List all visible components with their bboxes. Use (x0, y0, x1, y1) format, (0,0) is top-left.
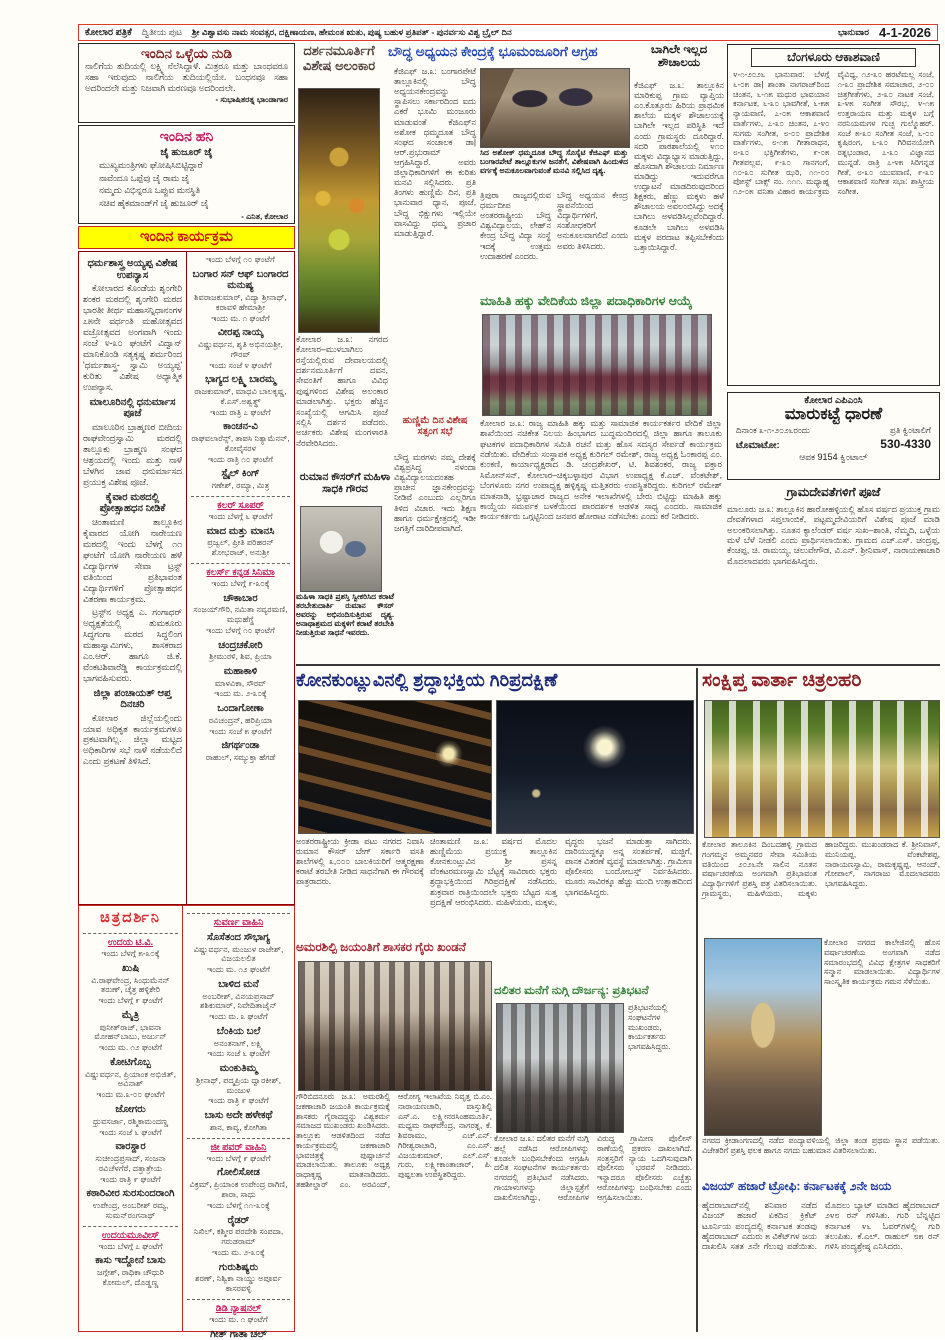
tv-listing-item: ಶರಣ್, ನಿಶ್ವಿಕಾ ನಾಯ್ಡು ಅಪೂರ್ವ ಕಾಸರವಳ್ಳಿ (195, 1274, 282, 1293)
programme-item: ಮಾದ ಮತ್ತು ಮಾನಸಿ (206, 525, 275, 537)
programme-item: ಕೈವಾರ ಮಠದಲ್ಲಿ ಪ್ರೋತ್ಸಾಹಧನ ನೀಡಿಕೆ (99, 491, 166, 515)
photo-dalita-protest (496, 1003, 624, 1133)
programme-item: ಜಿಲ್ಲಾ ಪಂಚಾಯತ್ ಆಪ್ತ ದಿನಚರಿ (93, 687, 172, 711)
tv-listing-item: ಉಪೇಂದ್ರ, ಅಂಬರೀಶ್ ರಮ್ಯ, ಸುಮನ್‌ರಂಗನಾಥ್ (92, 1200, 169, 1220)
hani-title: ಇಂದಿನ ಹನಿ (159, 128, 214, 144)
subhead-buddhist: ಹುಣ್ಣಿಮೆ ದಿನ ವಿಶೇಷ ಸತ್ಸಂಗ ಸಭೆ (402, 415, 468, 437)
body-buddhist-lead: ಕೆಜಿಎಫ್ ಜ.೩: ಬಂಗಾರಪೇಟೆ ತಾಲ್ಲೂಕಿನಲ್ಲಿ ಬೌದ್ಧ ಅಧ್ಯಯನಕೇಂದ್ರವನ್ನು ಸ್ಥಾಪಿಸಲು ಸರ್ಕಾರದಿಂದ ಐದು ಎಕರೆ ಭೂಮಿ ಮಂಜೂರು ಮಾಡುವಂತೆ ಕೆಜಿಎಫ್‌ನ ಅಶೋಕ ಧಮ್ಮದೂತ ಬೌದ್ಧ ಸಂಘದ ಸಂಚಾಲಕ ಡಾ| ಆರ್.ಪ್ರಭುರಾಮ್ ಆಗ್ರಹಿಸಿದ್ದಾರೆ. ಅವರು ಜಿಲ್ಲಾಧಿಕಾರಿಗಳಿಗೆ ಈ ಕುರಿತು ಮನವಿ ಸಲ್ಲಿಸಿದರು. ಪ್ರತಿ ತಿಂಗಳು ಹುಣ್ಣಿಮೆ ದಿನ, ಪ್ರತಿ ಭಾನುವಾರ ಧ್ಯಾನ, ಪೂಜೆ, ಬೌದ್ಧ ಭಿಕ್ಷುಗಳು ಇಲ್ಲಿಯೇ ವಾಸವಿದ್ದು ಧಮ್ಮ ಪ್ರಚಾರ ಮಾಡುತ್ತಿದ್ದಾರೆ. (394, 66, 476, 238)
body-giri: ಚಿಂತಾಮಣಿ ಜ.೩: ವರ್ಷದ ಮೊದಲ ಹುಣ್ಣಿಮೆಯ ಪ್ರಯುಕ್ತ ತಾಲ್ಲೂಕಿನ ಕೋನಕುಂಟ್ಲುವಿನ ಶ್ರೀ ಪ್ರಸನ್ನ ವೆಂಕಟರಮಣಸ್ವಾಮಿ ಬೆಟ್ಟಕ್ಕೆ ಸಾವಿರಾರು ಭಕ್ತರು ಶ್ರದ್ಧಾಭಕ್ತಿಯಿಂದ ಗಿರಿಪ್ರದಕ್ಷಿಣೆ ನಡೆಸಿದರು. ಶುಕ್ರವಾರ ರಾತ್ರಿಯಿಂದಲೇ ಭಕ್ತರು ಬೆಟ್ಟದ ಸುತ್ತ ಪ್ರದಕ್ಷಿಣೆ ಆರಂಭಿಸಿದರು. ಮಹಿಳೆಯರು, ಮಕ್ಕಳು, ವೃದ್ಧರು ಭಜನೆ ಮಾಡುತ್ತಾ ಸಾಗಿದರು. ದಾರಿಯುದ್ದಕ್ಕೂ ಅನ್ನ ಸಂತರ್ಪಣೆ, ಮಜ್ಜಿಗೆ, ಪಾನಕ ವಿತರಣೆ ವ್ಯವಸ್ಥೆ ಮಾಡಲಾಗಿತ್ತು. ಗ್ರಾಮೀಣ ಪೊಲೀಸರು ಬಂದೋಬಸ್ತ್ ನಿರ್ವಹಿಸಿದರು. ಮೂರು ಸಾವಿರಕ್ಕೂ ಹೆಚ್ಚು ಮಂದಿ ಉತ್ಸಾಹದಿಂದ ಭಾಗವಹಿಸಿದ್ದರು. (430, 836, 692, 907)
tv-listing-item: ಕೋಟಿಗೊಬ್ಬ (110, 1057, 151, 1069)
tv-listing-item: ವಿಷ್ಣುವರ್ಧನ, ಮಂಜುಳ ರಾಜೇಶ್, ವಿಜಯಲಲಿತ (193, 944, 284, 964)
hani-line: ಮುಖ್ಯಮಂತ್ರಿಗಳು ಘೋಷಿಸಿಬಿಟ್ಟಿದ್ದಾರೆ (99, 159, 203, 170)
programme-banner-label: ಇಂದಿನ ಕಾರ್ಯಕ್ರಮ (140, 229, 233, 246)
akashavani-title: ಬೆಂಗಳೂರು ಆಕಾಶವಾಣಿ (751, 48, 916, 67)
tv-listing-item: ಬೆಂಕಿಯ ಬಲೆ (216, 1026, 261, 1038)
tv-listing-item: ಶ್ರೀನಾಥ್, ಪದ್ಮಪ್ರಿಯ ದ್ವಾರಕೀಶ್, ಮಂಜುಳ (195, 1075, 282, 1095)
tv-listing-item: ವಾರಸ್ದಾರ (115, 1141, 146, 1153)
programme-item: ಇಂದು ಬೆಳಗ್ಗೆ ೧೦ ಘಂಟೆಗೆ (206, 625, 275, 635)
tv-listing-item: ವಿ.ರಾಘವೇಂದ್ರ, ಸಿಂಧುಮೆನನ್ ತರುಣ್, ಚೈತ್ರ ಹಳ್ಳಿಕೇರಿ (91, 975, 170, 995)
programme-item: ಇಂದು ಬೆಳಗ್ಗೆ ೧೦ ಘಂಟೆಗೆ (206, 255, 275, 264)
tv-listing-item: ಇಂದು ಬೆಳಗ್ಗೆ ೭ ಘಂಟೆಗೆ (98, 1241, 163, 1251)
tv-listing-item: ಸೊಸೆತಂದ ಸೌಭಾಗ್ಯ (207, 932, 270, 943)
programme-item: ಇಂದು ಸಂಜೆ ೫ ಘಂಟೆಗೆ (209, 726, 272, 736)
good-word-box (78, 43, 295, 123)
tv-listing-item: ಉದಯ ಟಿ.ವಿ. (83, 933, 178, 948)
body-giri-col1: ಅಂತರರಾಷ್ಟ್ರೀಯ ಕ್ರೀಡಾ ಪಟು ನಗರದ ನಿವಾಸಿ ರುಮಾನ ಕೌಸರ್ ಬೇಗ್ ಸರ್ಕಾರಿ ವಸತಿ ಶಾಲೆಗಳಲ್ಲಿ ೩,೦೦೦ ಬಾಲಕಿಯರಿಗೆ ಆತ್ಮರಕ್ಷಣಾ ಕರಾಟೆ ತರಬೇತಿ ನೀಡಿದ ಸಾಧನೆಗಾಗಿ ಈ ಗೌರವಕ್ಕೆ ಪಾತ್ರರಾದರು. (296, 836, 424, 887)
market-item: ಟೊಮಾಟೋ: (736, 440, 780, 452)
programme-item: ಚಂದ್ರಚಕೋರಿ (218, 639, 263, 651)
tv-listings-1 (79, 926, 182, 1290)
photo-giri-night-2 (496, 700, 694, 834)
panchanga-line: ಶ್ರೀ ವಿಶ್ವಾವಸು ನಾಮ ಸಂವತ್ಸರ, ದಕ್ಷಿಣಾಯಣ, ಹೇಮಂತ ಋತು, ಪುಷ್ಯ ಬಹುಳ ಪ್ರತಿಪತ್ - ಪುನರ್ವಸು ವಿಶ್ವ ಬ್ರೈಲ್ ದಿನ (191, 27, 512, 37)
photo-giri-night-1 (298, 700, 492, 834)
programme-item: ಭಾಗ್ಯದ ಲಕ್ಷ್ಮಿ ಬಾರಮ್ಮ (205, 374, 276, 386)
programme-item: ಸಂಜಯ್‌ಗೌರಿ, ನಮಿತಾ ನವ್ಯರಮಣಿ, ಮಧುಹೆಗ್ಡೆ (193, 605, 288, 625)
tv-listing-item: ಧ್ರುವಸರ್ಜಾ, ರಶ್ಮಿಕಾಮಂದಣ್ಣ (92, 1116, 169, 1126)
tv-listing-item: ಅಂಬರೀಶ್, ವಿನಯಪ್ರಸಾದ್ ಶಶಿಕುಮಾರ್, ನಿವೇದಿತಾಜೈನ್ (200, 991, 277, 1011)
hani-lines (85, 160, 288, 211)
programme-item: ಇಂದು ಬೆಳಗ್ಗೆ ೯-೩೦ಕ್ಕೆ (211, 578, 270, 588)
programme-item: ವಿಷ್ಣುವರ್ಧನ, ಶೃತಿ ಅಭಿನಯಶ್ರೀ, ಗೌರವ್ (198, 339, 283, 359)
tv-listing-item: ಇಂದು ಮ.೩-೦೦ ಘಂಟೆಗೆ (96, 1090, 165, 1100)
programme-item: ಜಿಗರ್ಥಂಡಾ (221, 740, 260, 752)
body-chitralahari-1: ಕೋಲಾರ ತಾಲೂಕಿನ ದಿಂಬದಹಳ್ಳಿ ಗ್ರಾಮದ ಗಂಗಮ್ಮನ ಅಮ್ಮನವರ ಸೇವಾ ಸಮಿತಿಯ ವತಿಯಿಂದ ೨೦೨೬ನೇ ಸಾಲಿನ ನೂತನ ವರ್ಷಾಚರಣೆಯ ಅಂಗವಾಗಿ ಪ್ರತಿಭಾವಂತ ವಿದ್ಯಾರ್ಥಿಗಳಿಗೆ ಪ್ರಶಸ್ತಿ ಪತ್ರ ವಿತರಿಸಲಾಯಿತು. ಗ್ರಾಮಸ್ಥರು, ಮಹಿಳೆಯರು, ಮಕ್ಕಳು ಹಾಜರಿದ್ದರು. ಮುಖಂಡರಾದ ಕೆ. ಶ್ರೀನಿವಾಸ್, ಮುನಿಯಪ್ಪ, ವೆಂಕಟೇಶಪ್ಪ, ನಾರಾಯಣಸ್ವಾಮಿ, ರಾಮಕೃಷ್ಣಪ್ಪ, ಆನಂದ್, ಗೋಪಾಲ್, ನಾಗರಾಜು ಮೊದಲಾದವರು ಭಾಗವಹಿಸಿದ್ದರು. (702, 840, 940, 898)
akashavani-box (727, 44, 940, 386)
tv-listing-item: ಇಂದು ರಾತ್ರಿ ೯ ಘಂಟೆಗೆ (208, 1096, 269, 1106)
tv-listing-item: ರೈಡರ್ (227, 1214, 250, 1226)
body-chitralahari-2: ಕೋಲಾರ ನಗರದ ಕಾಲೇಜಿನಲ್ಲಿ ಹೊಸ ವರ್ಷಾಚರಣೆಯ ಅಂಗವಾಗಿ ನಡೆದ ಸಮಾರಂಭದಲ್ಲಿ ವಿವಿಧ ಕ್ಷೇತ್ರಗಳ ಸಾಧಕರಿಗೆ ಸನ್ಮಾನ ಮಾಡಲಾಯಿತು. ವಿದ್ಯಾರ್ಥಿಗಳ ಸಾಂಸ್ಕೃತಿಕ ಕಾರ್ಯಕ್ರಮ ಗಮನ ಸೆಳೆಯಿತು. (824, 938, 940, 986)
programme-item: ಸ್ಟೈಲ್ ಕಿಂಗ್ (221, 468, 260, 480)
headline-giripradakshine: ಕೋನಕುಂಟ್ಲುವಿನಲ್ಲಿ ಶ್ರದ್ಧಾಭಕ್ತಿಯ ಗಿರಿಪ್ರದಕ್ಷಿಣೆ (296, 670, 558, 690)
tv-listing-item: ಜೋಗರು (115, 1104, 146, 1116)
programme-item: ಇಂದು ಬೆಳಗ್ಗೆ ೬ ಘಂಟೆಗೆ (208, 511, 273, 521)
headline-amarashilpi: ಅಮರಶಿಲ್ಪಿ ಜಯಂತಿಗೆ ಶಾಸಕರ ಗೈರು ಖಂಡನೆ (296, 940, 466, 954)
tv-listing-item: ಇಂದು ಮ. ೨-೩೦ಕ್ಕೆ (212, 1247, 265, 1257)
photo-certificates-group (704, 700, 940, 838)
programme-item: ಪ್ರಜ್ವಲ್, ಪ್ರೀತಿ ಪರಿಹರನ್ ಶೋಭರಾಜ್, ಅನುಶ್ರೀ (207, 538, 274, 557)
tv-listing-item: ಉದಯಮೂವೀಸ್ (83, 1226, 178, 1241)
market-date: ದಿನಾಂಕ ೩-೧-೨೦೨೬ರಂದು (736, 425, 810, 436)
headline-chitralahari: ಸಂಕ್ಷಿಪ್ತ ವಾರ್ತಾ ಚಿತ್ರಲಹರಿ (702, 670, 862, 691)
programme-item: ಮಾಳವಿಕಾ, ಸೌರವ್ (214, 678, 267, 688)
programme-item: ಚೌಕಾಬಾರ (223, 592, 258, 604)
programme-item: ಇಂದು ರಾತ್ರಿ ೧೦ ಘಂಟೆಗೆ (208, 454, 273, 464)
body-buddhist-extra1: ತ್ರಿಪುರಾ ರಾಜ್ಯದಲ್ಲಿರುವ ಧರ್ಮದೀಪ ಅಂತರರಾಷ್ಟ್ರೀಯ ಬೌದ್ಧ ವಿಶ್ವವಿದ್ಯಾಲಯ, ಲೇಹ್‌ನ ಕೇಂದ್ರ ಬೌದ್ಧ ವಿದ್ಯಾ ಸಂಸ್ಥೆ ಇದಕ್ಕೆ ಉತ್ತಮ ಉದಾಹರಣೆ ಎಂದರು. (480, 190, 551, 261)
hani-line: ಸಚಿವ ಹೈಕಮಾಂಡ್‌ಗೆ ಜೈ ಹುಜೂರ್ ಜೈ (99, 198, 209, 209)
tv-listing-item: ಮೈತ್ರಿ (121, 1010, 140, 1022)
body-chitralahari-3: ನಗರದ ಕ್ರೀಡಾಂಗಣದಲ್ಲಿ ನಡೆದ ಪಂದ್ಯಾವಳಿಯಲ್ಲಿ ಜಿಲ್ಲಾ ತಂಡ ಪ್ರಥಮ ಸ್ಥಾನ ಪಡೆಯಿತು. ವಿಜೇತರಿಗೆ ಪ್ರಶಸ್ತಿ ಫಲಕ ಹಾಗೂ ನಗದು ಬಹುಮಾನ ವಿತರಿಸಲಾಯಿತು. (702, 1136, 940, 1155)
hani-line: ನಮ್ಮದು ವಿಭಿನ್ನರೂ ಒಪ್ಪುವ ಮನಸ್ಥಿತಿ (99, 185, 201, 196)
programme-item: ಬಂಗಾರ ಸನ್ ಆಫ್ ಬಂಗಾರದ ಮನುಷ್ಯ (192, 268, 289, 292)
tv-listing-item: ಗೋಲಿಸೋಡ (217, 1167, 260, 1179)
page-label: ದ್ವಿತೀಯ ಪುಟ (141, 27, 182, 37)
market-rate-box (727, 392, 940, 480)
tv-listing-item: ಕಠಾರಿವೀರ ಸುರಸುಂದರಾಂಗಿ (86, 1188, 175, 1200)
section-divider-vertical (696, 668, 698, 1332)
programme-item: ಕೋಲಾರದ ಕೊಂಡೆಯ ಶೃಂಗೇರಿ ಶಂಕರ ಮಠದಲ್ಲಿ ಶೃಂಗೇರಿ ಮಠದ ಭಾರತೀ ತೀರ್ಥ ಮಹಾಸನ್ನಿಧಾನಂಗಳ ೭೫ನೇ ವರ್ಧಂತಿ ಮಹೋತ್ಸವದ ವಜ್ರೋತ್ಸವದ ಅಂಗವಾಗಿ ಇಂದು ಸಂಜೆ ೪-೩೦ ಘಂಟೆಗೆ ವಿದ್ವಾನ್ ಮಾನಿಕೊಂಡಿ ಸತ್ಯಕೃಷ್ಣ ಶರ್ಮರಿಂದ 'ಧರ್ಮಶಾಸ್ತ್ರ- ಸ್ವಾಮಿ ಅಯ್ಯಪ್ಪ' ಕುರಿತು ವಿಶೇಷ ಅಧ್ಯಾತ್ಮಿಕ ಉಪನ್ಯಾಸ. (83, 283, 182, 392)
body-alankara: ಕೋಲಾರ ಜ.೩: ನಗರದ ಕೋಲಾರ–ಮುಳಬಾಗಿಲು ರಸ್ತೆಯಲ್ಲಿರುವ ದೇವಾಲಯದಲ್ಲಿ ದರ್ಶನಮೂರ್ತಿಗೆ ದವನ, ಸೇವಂತಿಗೆ ಹಾಗೂ ವಿವಿಧ ಪುಷ್ಪಗಳಿಂದ ವಿಶೇಷ ಅಲಂಕಾರ ಮಾಡಲಾಗಿತ್ತು. ಭಕ್ತರು ಹೆಚ್ಚಿನ ಸಂಖ್ಯೆಯಲ್ಲಿ ಆಗಮಿಸಿ ಪೂಜೆ ಸಲ್ಲಿಸಿ ದರ್ಶನ ಪಡೆದರು. ಅರ್ಚಕರು ವಿಶೇಷ ಮಂಗಳಾರತಿ ನೆರವೇರಿಸಿದರು. (296, 334, 388, 448)
hani-line: ನಾವೆಂದೂ ಒಪ್ಪೆವು ಜೈ ರಾಮ ಜೈ (99, 172, 190, 183)
programme-item: ಕೋಲಾರ ಜಿಲ್ಲೆಯಲ್ಲಿಂದು ಯಾವ ಅಧಿಕೃತ ಕಾರ್ಯಕ್ರಮಗಳೂ ಪ್ರಕಟವಾಗಿಲ್ಲ. ಜಿಲ್ಲಾ ಮಟ್ಟದ ಅಧಿಕಾರಿಗಳ ಸಭೆ ನಾಳೆ ನಡೆಯಲಿದೆ ಎಂದು ಪ್ರಕಟಣೆ ತಿಳಿಸಿದೆ. (83, 712, 182, 767)
tv-listing-item: ಸುಚೀಂದ್ರಪ್ರಸಾದ್, ಸಂಜನಾ ರವಿಚೆಳಗೆರೆ, ದತ್ತಾತ್ರೇಯ (95, 1153, 166, 1173)
tv-listing-item: ಇಂದು ಬೆಳಗ್ಗೆ ೯ ಘಂಟೆಗೆ (206, 1153, 271, 1163)
tv-listing-item: ಸುವರ್ಣ ವಾಹಿನಿ (187, 913, 290, 928)
tv-listing-item: ನಿಖಿಲ್, ಕಶ್ಮೀರ ಪರದೇಶಿ ಸಂಪದಾ, ಗರುಡರಾಮ್ (193, 1227, 284, 1246)
headline-alankara: ದರ್ಶನಮೂರ್ತಿಗೆ ವಿಶೇಷ ಅಲಂಕಾರ (302, 43, 376, 73)
tv-listing-item: ಅನಂತನಾಗ್, ಲಕ್ಷ್ಮಿ (213, 1038, 264, 1048)
programme-item: ವೀರಪ್ಪ ನಾಯ್ಕ (217, 327, 264, 339)
day-label: ಭಾನುವಾರ (838, 27, 869, 37)
tv-listing-item: ಪುನೀತ್‌ರಾಜ್, ಭಾವನಾ ಮೋಹನ್‌ಬಾಬು, ಅರ್ಜುನ್ (94, 1022, 167, 1042)
programme-item: ಮಾಲೂರಿನಲ್ಲಿ ಧನುರ್ಮಾಸ ಪೂಜೆ (89, 396, 176, 420)
tv-listing-item: ಕಾಸು ಇದ್ದೋನೆ ಬಾಸು (95, 1255, 166, 1267)
tv-listing-item: ಇಂದು ಮ. ೧ ಘಂಟೆಗೆ (209, 1314, 268, 1324)
tv-listing-item: ಬಾಸು ಅದೇ ಹಳೇಕಥೆ (204, 1110, 273, 1122)
tv-listing-item: ವಿಷ್ಣುವರ್ಧನ, ಪ್ರಿಯಾಂಕ ಅಭಿಜಿತ್, ಅವಿನಾಶ್ (84, 1069, 176, 1089)
market-title: ಮಾರುಕಟ್ಟೆ ಧಾರಣೆ (784, 405, 883, 423)
body-rti: ಕೋಲಾರ ಜ.೩: ರಾಜ್ಯ ಮಾಹಿತಿ ಹಕ್ಕು ಮತ್ತು ಸಾಮಾಜಿಕ ಕಾರ್ಯಕರ್ತರ ವೇದಿಕೆ ಜಿಲ್ಲಾ ಶಾಖೆಯಿಂದ ನಚಿಕೇತ ನಿಲಯ ಹಿಂಭಾಗದ ಬುದ್ಧಮಂದಿರದಲ್ಲಿ ಜಿಲ್ಲಾ ಹಾಗೂ ತಾಲೂಕು ಘಟಕಗಳ ಪದಾಧಿಕಾರಿಗಳ ಸಮಿತಿ ರಚನೆ ಮತ್ತು ಹೊಸ ಸದಸ್ಯರ ಸೇರ್ಪಡೆ ಕಾರ್ಯಕ್ರಮ ನಡೆಯಿತು. ವೇದಿಕೆಯ ಸಂಸ್ಥಾಪಕ ಅಧ್ಯಕ್ಷ ಕುರಿಗಲ್ ರಮೇಶ್, ರಾಜ್ಯ ಅಧ್ಯಕ್ಷ ಓಂಕಾರಪ್ಪ ಎಂ. ಕುಂಕಣಿ, ಕಾರ್ಯಾಧ್ಯಕ್ಷರಾದ ಡಿ. ಚಂದ್ರಶೇಖರ್, ಟಿ. ಶಿವಶಂಕರ, ರಾಜ್ಯ ವಕ್ತಾರ ಸಿಮೋನ್‌ಸನ್, ಕೋಲಾರ–ಚಿಕ್ಕಬಳ್ಳಾಪುರ ವಿಭಾಗ ಉಪಾಧ್ಯಕ್ಷ ಕೆ.ಎಚ್. ವೆಂಕಟೇಶ್, ಬೆಂಗಳೂರು ನಗರ ಉಪಾಧ್ಯಕ್ಷ ಹಳ್ಳಿಕೃಷ್ಣ ಮತ್ತಿತರರು ಉಪಸ್ಥಿತರಿದ್ದರು. ಕುರಿಗಲ್ ರಮೇಶ್ ಮಾತನಾಡಿ, ಭ್ರಷ್ಟಾಚಾರ ರಾಜ್ಯದ ಅನೇಕ ಇಲಾಖೆಗಳಲ್ಲಿ ಬೇರು ಬಿಟ್ಟಿದ್ದು ಮಾಹಿತಿ ಹಕ್ಕು ಕಾಯ್ದೆಯ ಸಮರ್ಪಕ ಬಳಕೆಯಿಂದ ಪಾರದರ್ಶಕ ಆಡಳಿತ ಸಾಧ್ಯ ಎಂದರು. ಸಾಮಾಜಿಕ ಕಾರ್ಯಕರ್ತರು ಒಗ್ಗಟ್ಟಿನಿಂದ ಜನಪರ ಹೋರಾಟ ನಡೆಸಬೇಕು ಎಂದು ಕರೆ ನೀಡಿದರು. (480, 418, 722, 522)
good-word-body: ನಾಲಿಗೆಯ ತುದಿಯಲ್ಲಿ ಲಕ್ಷ್ಮಿ ನೆಲೆಸಿದ್ದಾಳೆ. ಮಿತ್ರರೂ ಮತ್ತು ಬಾಂಧವರೂ ಸಹಾ ಇರುವುದು ನಾಲಿಗೆಯ ತುದಿಯಲ್ಲಿಯೇ. ಬಂಧನವೂ ಸಹಾ ಅದರಿಂದಲೇ ಮತ್ತು ನಿಜವಾಗಿ ಮರಣವೂ ಅದರಿಂದಲೇ. (85, 61, 288, 93)
programme-item: ರಾಹುಲ್, ಸಮ್ಯುಕ್ತಾ ಹೆಗಡೆ (205, 752, 276, 762)
tv-listing-item: ಶಾನ, ಕಾವ್ಯ, ಕೋಗಿತಾ (209, 1122, 268, 1132)
caption-memorandum: ಸಿದ ಅಶೋಕ್ ಧಮ್ಮದೂತ ಬೌದ್ಧ ಸೊಸೈಟಿ ಕೆಜಿಎಫ್ ಮತ್ತು ಬಂಗಾರಪೇಟೆ ತಾಲ್ಲೂಕುಗಳ ಜನತೆಗೆ, ವಿಶೇಷವಾಗಿ ಹಿಂದುಳಿದ ವರ್ಗಕ್ಕೆ ಅನುಕೂಲವಾಗುವಂತೆ ಮನವಿ ಸಲ್ಲಿಸಿದ ದೃಶ್ಯ. (480, 148, 628, 176)
programme-banner (78, 226, 295, 249)
photo-karate-rumana (300, 506, 382, 592)
tv-listing-item: ಗುರುಶಿಷ್ಯರು (218, 1261, 259, 1273)
chitradarshini-title: ಚಿತ್ರದರ್ಶಿನಿ (100, 910, 161, 926)
body-dalita: ಕೋಲಾರ ಜ.೩: ದಲಿತರ ಮನೆಗೆ ನುಗ್ಗಿ ಹಲ್ಲೆ ನಡೆಸಿದ ಆರೋಪಿಗಳನ್ನು ಕೂಡಲೇ ಬಂಧಿಸಬೇಕೆಂದು ಆಗ್ರಹಿಸಿ ದಲಿತ ಸಂಘಟನೆಗಳ ಕಾರ್ಯಕರ್ತರು ನಗರದಲ್ಲಿ ಪ್ರತಿಭಟನೆ ನಡೆಸಿದರು. ಗಾಯಾಳುಗಳನ್ನು ಜಿಲ್ಲಾಸ್ಪತ್ರೆಗೆ ದಾಖಲಿಸಲಾಗಿದ್ದು, ಆರೋಪಿಗಳ ವಿರುದ್ಧ ಗ್ರಾಮೀಣ ಪೊಲೀಸ್ ಠಾಣೆಯಲ್ಲಿ ಪ್ರಕರಣ ದಾಖಲಾಗಿದೆ. ಸಂತ್ರಸ್ತರಿಗೆ ನ್ಯಾಯ ಒದಗಿಸುವುದಾಗಿ ಪೊಲೀಸರು ಭರವಸೆ ನೀಡಿದರು. ಇನ್ನಾದರೂ ಪೊಲೀಸರು ಎಚ್ಚೆತ್ತು ಆರೋಪಿಗಳನ್ನು ಬಂಧಿಸಬೇಕು ಎಂದು ಆಗ್ರಹಿಸಲಾಯಿತು. (494, 1134, 692, 1202)
body-buddhist-extra2: ಬೌದ್ಧ ಅಧ್ಯಯನ ಕೇಂದ್ರ ಸ್ಥಾಪನೆಯಿಂದ ವಿದ್ಯಾರ್ಥಿಗಳಿಗೆ, ಸಂಶೋಧಕರಿಗೆ ಅನುಕೂಲವಾಗಲಿದೆ ಎಂದು ಅವರು ತಿಳಿಸಿದರು. (557, 190, 628, 251)
programme-item: ಕಲರ್ಸ್ ಕನ್ನಡ ಸಿನಿಮಾ (191, 563, 290, 578)
programme-item: ರವಿಚಂದ್ರನ್, ಹರಿಪ್ರಿಯಾ (208, 715, 273, 725)
tv-listing-item: ಜಗ್ಗೇಶ್, ರಾಧಿಕಾ ಚೌಧುರಿ ಕೋಮಲ್, ದೊಡ್ಡಣ್ಣ (97, 1267, 164, 1287)
tv-listing-item: ಖುಷಿ (121, 963, 140, 975)
akashavani-schedule: ೪-೧-೨೦೨೬ ಭಾನುವಾರ: ಬೆಳಗ್ಗೆ ೬-೦೫ ಡಾ| ಶಾಂತಾ ನಾಗರಾಜ್‌ರಿಂದ ಚಿಂತನ, ೬-೧೫ ಮಧುರ ಭಾವಯಾನ ಕರ್ನಾಟಕ, ೬-೩೦ ಭಾವಗೀತೆ, ೬-೫೫ ನ್ಯಾಯವಾಣಿ, ೭-೦೫ ಆಕಾಶವಾಣಿ ವಾರ್ತೆಗಳು, ೭-೩೦ ಚಿಂತನ, ೭-೪೦ ಸುಗಮ ಸಂಗೀತ, ೮-೦೦ ಪ್ರಾದೇಶಿಕ ವಾರ್ತೆಗಳು, ೮-೧೫ ಗೀತಾರಾಧನ, ೮-೩೦ ಭಕ್ತಿಗೀತೆಗಳು, ೯-೦೫ ಗೀತಪಲ್ಲವ, ೯-೩೦ ಗಾನಗಂಗೆ, ೧೦-೩೦ ಸುಗೀತ ಝರಿ, ೧೧-೦೦ ಪೋಸ್ಟ್ ಬಾಕ್ಸ್ ನಂ. ೧೧೧. ಮಧ್ಯಾಹ್ನ ೧೨-೦೫ ವನಿತಾ ವಿಹಾರ ಕಾರ್ಯಕ್ರಮ ವೈವಿಧ್ಯ, ೧೨-೩೦ ಹರಟೆಮಲ್ಲ ಸಂಜೆ, ೧-೩೦ ಪ್ರಾದೇಶಿಕ ಸಮಾಚಾರ, ೨-೦೦ ಚಿತ್ರಗೀತೆಗಳು, ೨-೩೦ ನಾಟಕ ಸಂಜೆ, ೩-೪೫ ಸಂಗೀತ ಸೌರಭ, ೪-೧೫ ಉತ್ತರಾಯಣ ಮತ್ತು ಮಕ್ಕಳ ಬಗ್ಗೆ ನರನಿಯಮಗಳ ಗುಚ್ಛ ಗುಲ್ಮೊಹರ್. ಸಂಜೆ ೫-೩೦ ಸಂಗೀತ ಸಂಜೆ, ೬-೦೦ ಕೃಷಿರಂಗ, ೬-೩೦ ಗಿರಿವನಯೋಗಿ ರತ್ನಭಂಡಾರ, ೭-೩೦ ವಿಜ್ಞಾನದ ಮುನ್ನಡೆ. ರಾತ್ರಿ ೭-೪೫ ಸಿರಿಗನ್ನಡ ಗೀತೆ, ೮-೩೦ ಯುವವಾಣಿ, ೯-೩೦ ಆಕಾಶವಾಣಿ ಸಂಗೀತ ಸಭಾ: ಶಾಸ್ತ್ರೀಯ ಸಂಗೀತ. (733, 70, 934, 196)
body-hazare-trophy: ಹೈದರಾಬಾದ್‌ನಲ್ಲಿ ಶನಿವಾರ ನಡೆದ ವಿಜಯ್ ಹಜಾರೆ ಏಕದಿನ ಕ್ರಿಕೆಟ್ ಟೂರ್ನಿಯ ಪಂದ್ಯದಲ್ಲಿ ಕರ್ನಾಟಕ ತಂಡವು ಹೈದರಾಬಾದ್ ಎದುರು ೫ ವಿಕೆಟ್‌ಗಳ ಜಯ ದಾಖಲಿಸಿ ಸತತ ೨ನೇ ಗೆಲುವು ಪಡೆಯಿತು. ಮೊದಲು ಬ್ಯಾಟ್ ಮಾಡಿದ ಹೈದರಾಬಾದ್ ೨೪೮ ರನ್ ಗಳಿಸಿತು. ಗುರಿ ಬೆನ್ನಟ್ಟಿದ ಕರ್ನಾಟಕ ೪೬ ಓವರ್‌ಗಳಲ್ಲಿ ಗುರಿ ತಲುಪಿತು. ಕೆ.ಎಲ್. ರಾಹುಲ್ ೮೫ ರನ್ ಗಳಿಸಿ ಪಂದ್ಯಶ್ರೇಷ್ಠ ಎನಿಸಿದರು. (702, 1200, 940, 1252)
tv-listing-item: ಇಂದು ಮ. ೧೨ ಘಂಟೆಗೆ (98, 1043, 163, 1053)
headline-dalita-protest: ದಲಿತರ ಮನೆಗೆ ನುಗ್ಗಿ ದೌರ್ಜನ್ಯ: ಪ್ರತಿಭಟನೆ (494, 985, 649, 997)
photo-deity-alankara (298, 88, 380, 333)
headline-gramadevate: ಗ್ರಾಮದೇವತೆಗಳಿಗೆ ಪೂಜೆ (786, 485, 881, 499)
paper-name: ಕೋಲಾರ ಪತ್ರಿಕೆ (85, 27, 132, 38)
programme-item: ಗಣೇಶ್, ರಮ್ಯಾ, ಮಿತ್ರ (211, 480, 270, 490)
programme-item: ಕಲರ್ ಸೂಪರ್ (191, 496, 290, 511)
hani-subtitle: ಜೈ ಹುಜೂರ್ ಜೈ (160, 146, 213, 158)
chitradarshini-col1 (79, 906, 183, 1331)
tv-listing-item: ಇಂದು ಸಂಜೆ ೬ ಘಂಟೆಗೆ (99, 1127, 162, 1137)
programme-box (78, 251, 295, 905)
headline-buddhist-centre: ಬೌದ್ಧ ಅಧ್ಯಯನ ಕೇಂದ್ರಕ್ಕೆ ಭೂಮಂಜೂರಿಗೆ ಆಗ್ರಹ (388, 44, 598, 59)
tv-listing-item: ಮಂಕುತಿಮ್ಮ (219, 1063, 258, 1075)
programme-item: ಕಾಂಚನ-ವಿ (223, 421, 258, 433)
programme-item: ಟ್ರಸ್ಟ್‌ನ ಅಧ್ಯಕ್ಷ ಎ. ಗಂಗಾಧರ್ ಅಧ್ಯಕ್ಷತೆಯಲ್ಲಿ ತುಮಕೂರು ಸಿದ್ಧಗಂಗಾ ಮಠದ ಸಿದ್ಧಲಿಂಗ ಮಹಾಸ್ವಾಮಿಗಳು, ಶಾಸಕರಾದ ಎಂ.ಆರ್. ಹಾಗೂ ಜಿ.ಕೆ. ವೆಂಕಟಶಿವಾರೆಡ್ಡಿ ಕಾರ್ಯಕ್ರಮದಲ್ಲಿ ಭಾಗವಹಿಸುವರು. (83, 606, 182, 683)
tv-listing-item: ಇಂದು ಬೆಳಗ್ಗೆ ೧೧-೩೦ಕ್ಕೆ (207, 1200, 270, 1210)
programme-item: ಶಿವರಾಜಕುಮಾರ್, ವಿದ್ಯಾ ಶ್ರೀನಾಥ್, ಕರಾವಳಿ ಹೇಮಾಶ್ರೀ (194, 292, 287, 312)
tv-listing-item: ಇಂದು ಬೆಳಗ್ಗೆ ೫-೩೦ಕ್ಕೆ (101, 949, 160, 959)
headline-toilet: ಬಾಗಿಲೇ ಇಲ್ಲದ ಶೌಚಾಲಯ (650, 44, 708, 69)
headline-rumana: ರುಮಾನ ಕೌಸರ್‌ಗೆ ಮಹಿಳಾ ಸಾಧಕಿ ಗೌರವ (299, 471, 391, 495)
body-buddhist-more: ಬೌದ್ಧ ಮಠಗಳು ನಮ್ಮ ದೇಶಕ್ಕೆ ವಿಶ್ವಪ್ರಸಿದ್ಧ ನಳಂದಾ ವಿಶ್ವವಿದ್ಯಾಲಯದಂತಹ ಪ್ರಾಚೀನ ಜ್ಞಾನಕೇಂದ್ರವನ್ನು ನೀಡಿವೆ ಎಂಬುದು ಎಲ್ಲರಿಗೂ ತಿಳಿದ ವಿಚಾರ. ಇದು ಶಿಕ್ಷಣ ಹಾಗೂ ಧರ್ಮಕ್ಷೇತ್ರದಲ್ಲಿ ಇಡೀ ಜಗತ್ತಿಗೆ ದಾರಿದೀಪವಾಗಿದೆ. (394, 452, 476, 533)
programme-item: ಇಂದು ರಾತ್ರಿ ೭ ಘಂಟೆಗೆ (210, 407, 271, 417)
tv-listing-item: ಗೀತ್ ಗಾತಾ ಚಲ್ (210, 1328, 267, 1340)
photo-amarashilpi-meeting (298, 961, 492, 1091)
tv-listing-item: ಇಂದು ರಾತ್ರಿ ೯ ಘಂಟೆಗೆ (100, 1174, 161, 1184)
programme-item: ಧರ್ಮಶಾಸ್ತ್ರ ಅಯ್ಯಪ್ಪ ವಿಶೇಷ ಉಪನ್ಯಾಸ (87, 258, 178, 281)
tv-listing-item: ವಿಕ್ರಮ್, ಪ್ರಿಯಾಂಕ ಉಪೇಂದ್ರ ರಾಗಿಣಿ, ಶಾರಾ, ಸಾಧು (189, 1179, 288, 1199)
tv-listing-item: ಡಿಡಿ ನ್ಯಾಷನಲ್ (187, 1299, 290, 1314)
good-word-credit: - ಸುಭಾಷಿತರತ್ನ ಭಾಂಡಾಗಾರ (215, 95, 288, 105)
body-toilet: ಕೆಜಿಎಫ್ ಜ.೩: ತಾಲ್ಲೂಕಿನ ಮಾರಿಕುಪ್ಪ ಗ್ರಾಮ ವ್ಯಾಪ್ತಿಯ ಎಂ.ಕೊತ್ತೂರು ಹಿರಿಯ ಪ್ರಾಥಮಿಕ ಶಾಲೆಯ ಮಕ್ಕಳ ಶೌಚಾಲಯಕ್ಕೆ ಬಾಗಿಲೇ ಇಲ್ಲದ ಪರಿಸ್ಥಿತಿ ಇದೆ ಎಂದು ಗ್ರಾಮಸ್ಥರು ದೂರಿದ್ದಾರೆ. ಸದರಿ ಪಾಠಶಾಲೆಯಲ್ಲಿ ೪೧೦ ಮಕ್ಕಳು ವಿದ್ಯಾಭ್ಯಾಸ ಮಾಡುತ್ತಿದ್ದು, ಹೊಸದಾಗಿ ಶೌಚಾಲಯ ನಿರ್ಮಾಣ ಮಾಡಿದ್ದು ಇದುವರೆಗೂ ಉದ್ಘಾಟನೆ ಮಾಡದಿರುವುದರಿಂದ ಶಿಕ್ಷಕರು, ಹೆಣ್ಣು ಮಕ್ಕಳು ಹಳೆ ಶೌಚಾಲಯ ಅವಲಂಬಿಸಿದ್ದು ಅದಕ್ಕೆ ಬಾಗಿಲು ಅಳವಡಿಸಿಲ್ಲವೆಂದಿದ್ದಾರೆ. ಕೂಡಲೇ ಬಾಗಿಲು ಅಳವಡಿಸಿ ಮಕ್ಕಳ ಪರದಾಟ ತಪ್ಪಿಸಬೇಕೆಂದು ಒತ್ತಾಯಿಸಿದ್ದಾರೆ. (634, 80, 724, 252)
hani-credit: - ಎನಿತ, ಕೋಲಾರ (241, 212, 288, 222)
headline-rti: ಮಾಹಿತಿ ಹಕ್ಕು ವೇದಿಕೆಯ ಜಿಲ್ಲಾ ಪದಾಧಿಕಾರಿಗಳ ಆಯ್ಕೆ (480, 294, 693, 308)
market-price: 530-4330 (880, 437, 931, 452)
programme-item: ಮಾಲೂರಿನ ಬ್ರಾಹ್ಮಣರ ಬೀದಿಯ ರಾಘವೇಂದ್ರಸ್ವಾಮಿ ಮಠದಲ್ಲಿ ತಾಲ್ಲೂಕು ಬ್ರಾಹ್ಮಣ ಸಂಘದ ಆಶ್ರಯದಲ್ಲಿ ಇಂದು ಮತ್ತು ನಾಳೆ ಬೆಳಗಿನ ಜಾವ ಧನುರ್ಮಾಸದ ಪ್ರಯುಕ್ತ ವಿಶೇಷ ಪೂಜೆ. (83, 421, 182, 487)
programme-col1 (79, 252, 187, 904)
programme-item: ರಾಘವಲಾರೆನ್ಸ್, ತಾಪಸಿ ನಿತ್ಯಾಮೆನನ್, ಕೋವೈಸರಳ (191, 433, 290, 453)
tv-listing-item: ಇಂದು ಬೆಳಗ್ಗೆ ೯ ಘಂಟೆಗೆ (98, 996, 163, 1006)
programme-item: ಇಂದು ಮ. ೨-೩೦ಕ್ಕೆ (214, 689, 267, 699)
chitradarshini-box (78, 905, 295, 1340)
photo-rti-group (482, 314, 712, 416)
programme-item: ಇಂದು ಮ. ೧ ಘಂಟೆಗೆ (211, 313, 270, 323)
body-gramadevate: ಮಾಲೂರು ಜ.೩: ತಾಲ್ಲೂಕಿನ ಹಾರೋಹಳ್ಳಿಯಲ್ಲಿ ಹೊಸ ವರ್ಷದ ಪ್ರಯುಕ್ತ ಗ್ರಾಮ ದೇವತೆಗಳಾದ ಸಪ್ತಲಾಂಬಿಕೆ, ಪಟ್ಟಮ್ಮದೇವಿಯರಿಗೆ ವಿಶೇಷ ಪೂಜೆ ಮಾಡಿ ಅಲಂಕರಿಸಲಾಗಿತ್ತು. ನೂತನ ಕ್ಯಾಲೆಂಡರ್ ವರ್ಷ ಸುಖ–ಶಾಂತಿ, ನೆಮ್ಮದಿ, ಒಳ್ಳೆಯ ಮಳೆ ಬೆಳೆ ನೀಡಲಿ ಎಂದು ಪ್ರಾರ್ಥಿಸಲಾಯಿತು. ಗ್ರಾಮದ ಎಚ್.ಎಸ್. ಚಂದ್ರಪ್ಪ, ಕೆಂಚಪ್ಪ, ಚಿ. ರಾಮಯ್ಯ, ಚಲುವೇಗೌಡ, ವಿ.ಎನ್. ಶ್ರೀನಿವಾಸ್, ನಾರಾಯಣಾಚಾರಿ ಮೊದಲಾದವರು ಭಾಗವಹಿಸಿದ್ದರು. (727, 504, 940, 566)
programme-item: ಇಂದು ಸಂಜೆ ೪ ಘಂಟೆಗೆ (209, 360, 272, 370)
programme-item: ಚಿಂತಾಮಣಿ ತಾಲ್ಲೂಕಿನ ಕೈವಾರದ ಯೋಗಿ ನಾರೇಯಣ ಮಠದಲ್ಲಿ ಇಂದು ಬೆಳಗ್ಗೆ ೧೧ ಘಂಟೆಗೆ ಯೋಗಿ ನಾರೇಯಣ ಹಳೆ ವಿದ್ಯಾರ್ಥಿಗಳ ಸೇವಾ ಟ್ರಸ್ಟ್ ವತಿಯಿಂದ ಪ್ರತಿಭಾವಂತ ವಿದ್ಯಾರ್ಥಿಗಳಿಗೆ ಪ್ರೋತ್ಸಾಹಧನ ವಿತರಣಾ ಕಾರ್ಯಕ್ರಮ. (83, 516, 182, 604)
tv-listing-item: ಇಂದು ಸಂಜೆ ೬ ಘಂಟೆಗೆ (207, 1049, 270, 1059)
programme-item: ರಾಜಕುಮಾರ್, ಮಾಧವಿ ಬಾಲಕೃಷ್ಣ, ಕೆ.ಎಸ್.ಅಶ್ವತ್ಥ್ (194, 386, 287, 406)
photo-memorandum-handover (480, 68, 630, 148)
programme-col2 (187, 252, 294, 904)
tv-listing-item: ಜೀ ಪವರ್ ವಾಹಿನಿ (187, 1138, 290, 1153)
tv-listings-2 (183, 906, 294, 1340)
tv-listing-item: ಬಾಳಿದ ಮನೆ (218, 979, 259, 991)
programme-item: ಮಹಾಕಾಳಿ (223, 666, 258, 678)
masthead (78, 24, 938, 41)
section-divider-horizontal (296, 664, 940, 666)
tv-listing-item: ಇಂದು ಮ. ೧೨ ಘಂಟೆಗೆ (206, 965, 271, 975)
side-dalita: ಪ್ರತಿಭಟನೆಯಲ್ಲಿ ಸಂಘಟನೆಗಳ ಮುಖಂಡರು, ಕಾರ್ಯಕರ್ತರು ಭಾಗವಹಿಸಿದ್ದರು. (628, 1003, 671, 1051)
body-amarashilpi: ಗೌರಿಬಿದನೂರು ಜ.೩: ಅಮರಶಿಲ್ಪಿ ಜಕಣಾಚಾರಿ ಜಯಂತಿ ಕಾರ್ಯಕ್ರಮಕ್ಕೆ ಶಾಸಕರು ಗೈರಾದದ್ದನ್ನು ವಿಶ್ವಕರ್ಮ ಸಮಾಜದ ಮುಖಂಡರು ಖಂಡಿಸಿದರು. ತಾಲ್ಲೂಕು ಆಡಳಿತದಿಂದ ನಡೆದ ಕಾರ್ಯಕ್ರಮದಲ್ಲಿ ಜಕಣಾಚಾರಿ ಭಾವಚಿತ್ರಕ್ಕೆ ಪುಷ್ಪಾರ್ಚನೆ ಮಾಡಲಾಯಿತು. ತಾಲೂಕು ಅಧ್ಯಕ್ಷ ರಾಧಾಕೃಷ್ಣ ಮಾತನಾಡಿದರು. ತಹಶೀಲ್ದಾರ್ ಎಂ. ಅರವಿಂದ್, ಆರೋಗ್ಯ ಇಲಾಖೆಯ ನಿವೃತ್ತ ಬಿ.ಎಂ. ನಾರಾಯಣಚಾರಿ, ವಾಸ್ತುಶಿಲ್ಪಿ ಎಸ್.ಎ. ಲಕ್ಷ್ಮೀನರಸಿಂಹಮೂರ್ತಿ, ಮಧ್ಯಮ ರಾಘವೇಂದ್ರ, ನಾಗರತ್ನ, ಕೆ. ಶಿವರಾಮು, ಎಚ್.ಎನ್. ಗಿರೀಶ್ವರಾಚಾರಿ, ಎಂ.ಎಸ್. ವಿಜಯಕುಮಾರ್, ಎಲ್.ಎಸ್. ಗುರು, ಲಕ್ಷ್ಮೀಕಾಂತಾಚಾರ್, ಪಿ. ಪುಷ್ಪಲತಾ ಉಪಸ್ಥಿತರಿದ್ದರು. (296, 1092, 492, 1189)
good-word-title: ಇಂದಿನ ಒಳ್ಳೆಯ ನುಡಿ (140, 46, 233, 61)
hani-box (78, 125, 295, 224)
market-unit: ಪ್ರತಿ ಕ್ವಿಂಟಾಲಿಗೆ (890, 425, 931, 436)
market-org: ಕೋಲಾರ ಎಪಿಎಂಸಿ (804, 395, 863, 406)
photo-college-event (704, 938, 822, 1136)
date-label: 4-1-2026 (878, 25, 931, 40)
market-arrival: ಆವಕ 9154 ಕ್ವಿಂಟಾಲ್ (799, 452, 868, 463)
caption-rumana: ಮಹಿಳಾ ಸಾಧಕಿ ಪ್ರಶಸ್ತಿ ಸ್ವೀಕರಿಸಿದ ಕರಾಟೆ ತರಬೇತುದಾರ್ತಿ ರುಮಾನ ಕೌಸರ್ ಅವರನ್ನು ಅಭಿನಂದಿಸುತ್ತಿರುವ ದೃಶ್ಯ. ಅನಾಥಾಶ್ರಮದ ಮಕ್ಕಳಿಗೆ ಕರಾಟೆ ತರಬೇತಿ ನೀಡುತ್ತಿರುವ ಸಾಧನೆ ಇವರದು. (296, 592, 394, 638)
programme-item: ಒಂದಾಗೋಣಾ (217, 703, 264, 715)
tv-listing-item: ಇಂದು ಮ. ೩ ಘಂಟೆಗೆ (209, 1012, 268, 1022)
programme-item: ಶ್ರೀಮುರಳಿ, ಶಿವ, ಪ್ರಿಯಾ (209, 652, 272, 662)
headline-hazare-trophy: ವಿಜಯ್ ಹಜಾರೆ ಟ್ರೋಫಿ: ಕರ್ನಾಟಕಕ್ಕೆ ೨ನೇ ಜಯ (702, 1179, 892, 1193)
